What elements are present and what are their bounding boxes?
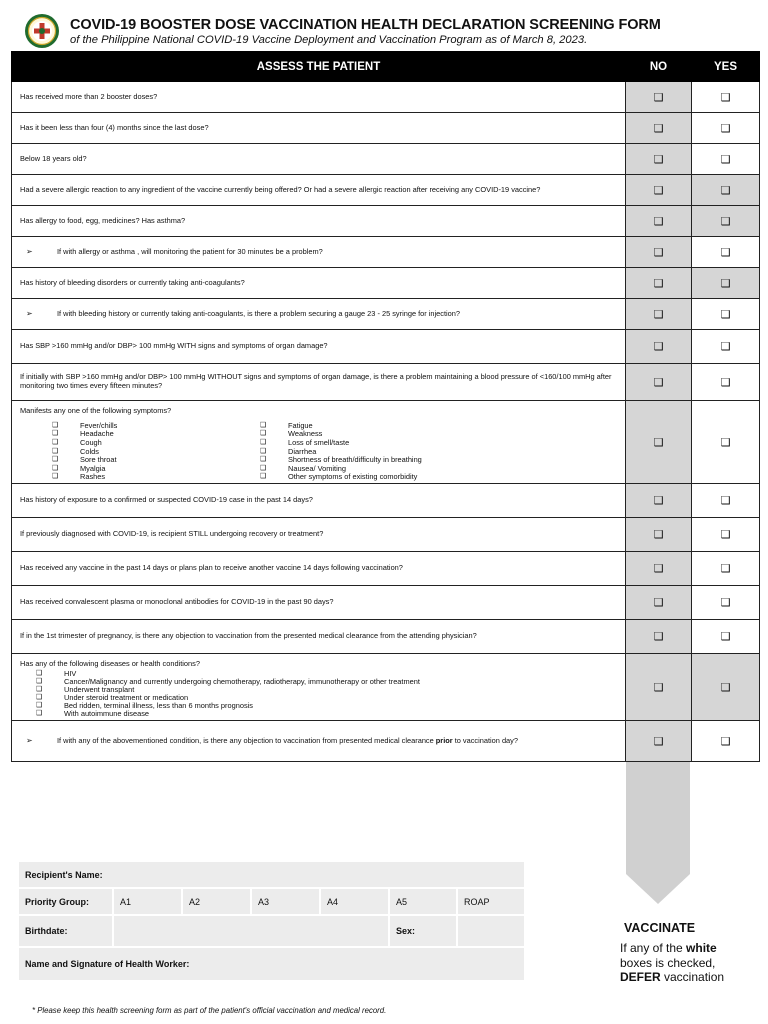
question-text: Has it been less than four (4) months since the last dose? [12, 113, 626, 144]
symptoms-cell [12, 401, 626, 484]
yes-checkbox[interactable]: ❑ [692, 401, 760, 484]
yes-checkbox[interactable]: ❑ [692, 268, 760, 299]
yes-checkbox[interactable]: ❑ [692, 364, 760, 401]
condition-item-label: Bed ridden, terminal illness, less than 6 months prognosis [64, 700, 253, 710]
yes-checkbox[interactable]: ❑ [692, 299, 760, 330]
question-row-10 [12, 364, 760, 401]
question-row-2 [12, 113, 760, 144]
question-row-4 [12, 175, 760, 206]
checkbox-icon[interactable]: ❑ [260, 447, 267, 455]
defer-instruction: If any of the white boxes is checked, DEFER vaccination [620, 941, 725, 984]
footnote: * Please keep this health screening form as part of the patient's official vaccination and medical record. [32, 1006, 387, 1015]
priority-option-roap[interactable]: ROAP [457, 888, 525, 915]
yes-checkbox[interactable]: ❑ [692, 206, 760, 237]
yes-checkbox[interactable]: ❑ [692, 144, 760, 175]
question-text: If in the 1st trimester of pregnancy, is there any objection to vaccination from the presented medical clearance from the attending physician? [12, 620, 626, 654]
checkbox-icon[interactable]: ❑ [36, 701, 43, 709]
sex-label: Sex: [389, 915, 457, 947]
yes-checkbox[interactable]: ❑ [692, 237, 760, 268]
sub-question-cell [12, 237, 626, 268]
symptom-item [52, 439, 228, 448]
condition-item-label: Under steroid treatment or medication [64, 692, 189, 702]
symptom-item-label: Diarrhea [288, 446, 317, 456]
checkbox-icon[interactable]: ❑ [36, 677, 43, 685]
symptoms-left-column [20, 422, 228, 482]
symptom-item-label: Fatigue [288, 420, 313, 430]
condition-item [36, 710, 617, 718]
form-title: COVID-19 BOOSTER DOSE VACCINATION HEALTH DECLARATION SCREENING FORM [70, 17, 661, 33]
question-row-5 [12, 206, 760, 237]
form-subtitle: of the Philippine National COVID-19 Vaccine Deployment and Vaccination Program as of March 8, 2023. [70, 34, 588, 46]
symptom-item [260, 456, 436, 465]
birthdate-label: Birthdate: [18, 915, 113, 947]
checkbox-icon[interactable]: ❑ [52, 430, 59, 438]
question-text: Has SBP >160 mmHg and/or DBP> 100 mmHg WITH signs and symptoms of organ damage? [12, 330, 626, 364]
symptom-item [52, 422, 228, 431]
no-checkbox[interactable]: ❑ [626, 484, 692, 518]
condition-item-label: Underwent transplant [64, 684, 135, 694]
question-text: If with any of the abovementioned condition, is there any objection to vaccination from presented medical clearance prior to vaccination day? [57, 735, 518, 745]
yes-checkbox[interactable]: ❑ [692, 518, 760, 552]
priority-option-a4[interactable]: A4 [320, 888, 389, 915]
question-row-18 [12, 721, 760, 762]
recipient-row [18, 861, 525, 888]
checkbox-icon[interactable]: ❑ [52, 439, 59, 447]
priority-row [18, 888, 525, 915]
symptoms-right-column [228, 422, 436, 482]
no-checkbox[interactable]: ❑ [626, 82, 692, 113]
vaccinate-arrow-icon [626, 762, 690, 904]
no-header: NO [626, 52, 692, 82]
priority-option-a3[interactable]: A3 [251, 888, 320, 915]
question-row-13 [12, 518, 760, 552]
checkbox-icon[interactable]: ❑ [52, 473, 59, 481]
symptom-item-label: Weakness [288, 429, 323, 439]
birthdate-field[interactable] [113, 915, 389, 947]
no-checkbox[interactable]: ❑ [626, 620, 692, 654]
symptom-item [52, 448, 228, 457]
conditions-list [20, 670, 617, 718]
no-checkbox[interactable]: ❑ [626, 113, 692, 144]
vaccinate-label: VACCINATE [624, 921, 696, 935]
condition-item-label: With autoimmune disease [64, 708, 150, 718]
yes-checkbox[interactable]: ❑ [692, 620, 760, 654]
symptom-item-label: Colds [80, 446, 99, 456]
question-text: Has received more than 2 booster doses? [12, 82, 626, 113]
checkbox-icon[interactable]: ❑ [36, 669, 43, 677]
health-worker-row [18, 947, 525, 981]
checkbox-icon[interactable]: ❑ [36, 685, 43, 693]
question-text: If with allergy or asthma , will monitoring the patient for 30 minutes be a problem? [57, 246, 323, 256]
question-text: Had a severe allergic reaction to any ingredient of the vaccine currently being offered? Or had a severe allergic reaction after receiving any COVID-19 vaccine? [12, 175, 626, 206]
priority-option-a5[interactable]: A5 [389, 888, 457, 915]
question-row-17 [12, 654, 760, 721]
screening-table [11, 51, 760, 762]
yes-checkbox[interactable]: ❑ [692, 654, 760, 721]
birthdate-row [18, 915, 525, 947]
question-text: If previously diagnosed with COVID-19, is recipient STILL undergoing recovery or treatment? [12, 518, 626, 552]
question-row-7 [12, 268, 760, 299]
symptom-item-label: Other symptoms of existing comorbidity [288, 472, 418, 482]
yes-checkbox[interactable]: ❑ [692, 113, 760, 144]
symptom-item-label: Nausea/ Vomiting [288, 463, 346, 473]
question-text: Has allergy to food, egg, medicines? Has asthma? [12, 206, 626, 237]
priority-group-label: Priority Group: [18, 888, 113, 915]
recipient-info-table [17, 860, 526, 982]
question-text: Has history of bleeding disorders or currently taking anti-coagulants? [12, 268, 626, 299]
yes-checkbox[interactable]: ❑ [692, 586, 760, 620]
symptom-item-label: Shortness of breath/difficulty in breathing [288, 455, 422, 465]
form-header [22, 12, 762, 52]
symptoms-list [20, 422, 617, 482]
checkbox-icon[interactable]: ❑ [260, 473, 267, 481]
question-text: If with bleeding history or currently taking anti-coagulants, is there a problem securing a gauge 23 - 25 syringe for injection? [57, 308, 461, 318]
priority-option-a1[interactable]: A1 [113, 888, 182, 915]
question-text: Has received convalescent plasma or monoclonal antibodies for COVID-19 in the past 90 days? [12, 586, 626, 620]
sex-field[interactable] [457, 915, 525, 947]
condition-item-label: HIV [64, 668, 77, 678]
no-checkbox[interactable]: ❑ [626, 586, 692, 620]
no-checkbox[interactable]: ❑ [626, 401, 692, 484]
yes-checkbox[interactable]: ❑ [692, 721, 760, 762]
question-text: Has history of exposure to a confirmed or suspected COVID-19 case in the past 14 days? [12, 484, 626, 518]
yes-checkbox[interactable]: ❑ [692, 330, 760, 364]
checkbox-icon[interactable]: ❑ [260, 456, 267, 464]
no-checkbox[interactable]: ❑ [626, 144, 692, 175]
question-row-14 [12, 552, 760, 586]
yes-header: YES [692, 52, 760, 82]
screening-table-header [12, 52, 760, 82]
symptom-item-label: Cough [80, 438, 102, 448]
no-checkbox[interactable]: ❑ [626, 268, 692, 299]
question-row-6 [12, 237, 760, 268]
symptom-item [52, 473, 228, 482]
checkbox-icon[interactable]: ❑ [36, 693, 43, 701]
symptom-item-label: Myalgia [80, 463, 106, 473]
question-text: Manifests any one of the following symptoms? [20, 406, 172, 415]
question-row-9 [12, 330, 760, 364]
question-text: If initially with SBP >160 mmHg and/or DBP> 100 mmHg WITHOUT signs and symptoms of organ damage, is there a problem maintaining a blood pressure of <160/100 mmHg after monitoring two times every fifteen minutes? [12, 364, 626, 401]
question-text: Below 18 years old? [12, 144, 626, 175]
no-checkbox[interactable]: ❑ [626, 330, 692, 364]
question-row-16 [12, 620, 760, 654]
checkbox-icon[interactable]: ❑ [52, 447, 59, 455]
question-row-12 [12, 484, 760, 518]
question-row-1 [12, 82, 760, 113]
arrow-bullet-icon: ➢ [26, 736, 33, 746]
symptom-item [260, 473, 436, 482]
condition-item-label: Cancer/Malignancy and currently undergoing chemotherapy, radiotherapy, immunotherapy or other treatment [64, 676, 420, 686]
no-checkbox[interactable]: ❑ [626, 364, 692, 401]
question-row-11 [12, 401, 760, 484]
yes-checkbox[interactable]: ❑ [692, 82, 760, 113]
arrow-bullet-icon: ➢ [26, 309, 33, 319]
symptom-item [260, 439, 436, 448]
symptom-item-label: Sore throat [80, 455, 117, 465]
no-checkbox[interactable]: ❑ [626, 206, 692, 237]
checkbox-icon[interactable]: ❑ [260, 430, 267, 438]
arrow-bullet-icon: ➢ [26, 247, 33, 257]
checkbox-icon[interactable]: ❑ [260, 439, 267, 447]
health-worker-field[interactable]: Name and Signature of Health Worker: [18, 947, 525, 981]
doh-seal-icon [24, 13, 60, 49]
sub-question-cell [12, 299, 626, 330]
checkbox-icon[interactable]: ❑ [36, 709, 43, 717]
no-checkbox[interactable]: ❑ [626, 237, 692, 268]
conditions-cell [12, 654, 626, 721]
no-checkbox[interactable]: ❑ [626, 175, 692, 206]
checkbox-icon[interactable]: ❑ [260, 421, 267, 429]
question-row-3 [12, 144, 760, 175]
symptom-item [260, 422, 436, 431]
question-text: Has received any vaccine in the past 14 days or plans plan to receive another vaccine 14 days following vaccination? [12, 552, 626, 586]
yes-checkbox[interactable]: ❑ [692, 484, 760, 518]
no-checkbox[interactable]: ❑ [626, 721, 692, 762]
symptom-item [52, 456, 228, 465]
symptom-item [52, 430, 228, 439]
checkbox-icon[interactable]: ❑ [52, 464, 59, 472]
symptom-item [52, 465, 228, 474]
yes-checkbox[interactable]: ❑ [692, 552, 760, 586]
no-checkbox[interactable]: ❑ [626, 299, 692, 330]
priority-option-a2[interactable]: A2 [182, 888, 251, 915]
sub-question-cell [12, 721, 626, 762]
yes-checkbox[interactable]: ❑ [692, 175, 760, 206]
no-checkbox[interactable]: ❑ [626, 518, 692, 552]
no-checkbox[interactable]: ❑ [626, 654, 692, 721]
question-text: Has any of the following diseases or health conditions? [20, 659, 200, 668]
symptom-item-label: Loss of smell/taste [288, 438, 350, 448]
question-row-8 [12, 299, 760, 330]
checkbox-icon[interactable]: ❑ [52, 421, 59, 429]
checkbox-icon[interactable]: ❑ [260, 464, 267, 472]
symptom-item-label: Rashes [80, 472, 106, 482]
question-row-15 [12, 586, 760, 620]
assess-header: ASSESS THE PATIENT [12, 52, 626, 82]
symptom-item-label: Headache [80, 429, 114, 439]
no-checkbox[interactable]: ❑ [626, 552, 692, 586]
checkbox-icon[interactable]: ❑ [52, 456, 59, 464]
recipient-name-field[interactable]: Recipient's Name: [18, 861, 525, 888]
symptom-item-label: Fever/chills [80, 420, 118, 430]
